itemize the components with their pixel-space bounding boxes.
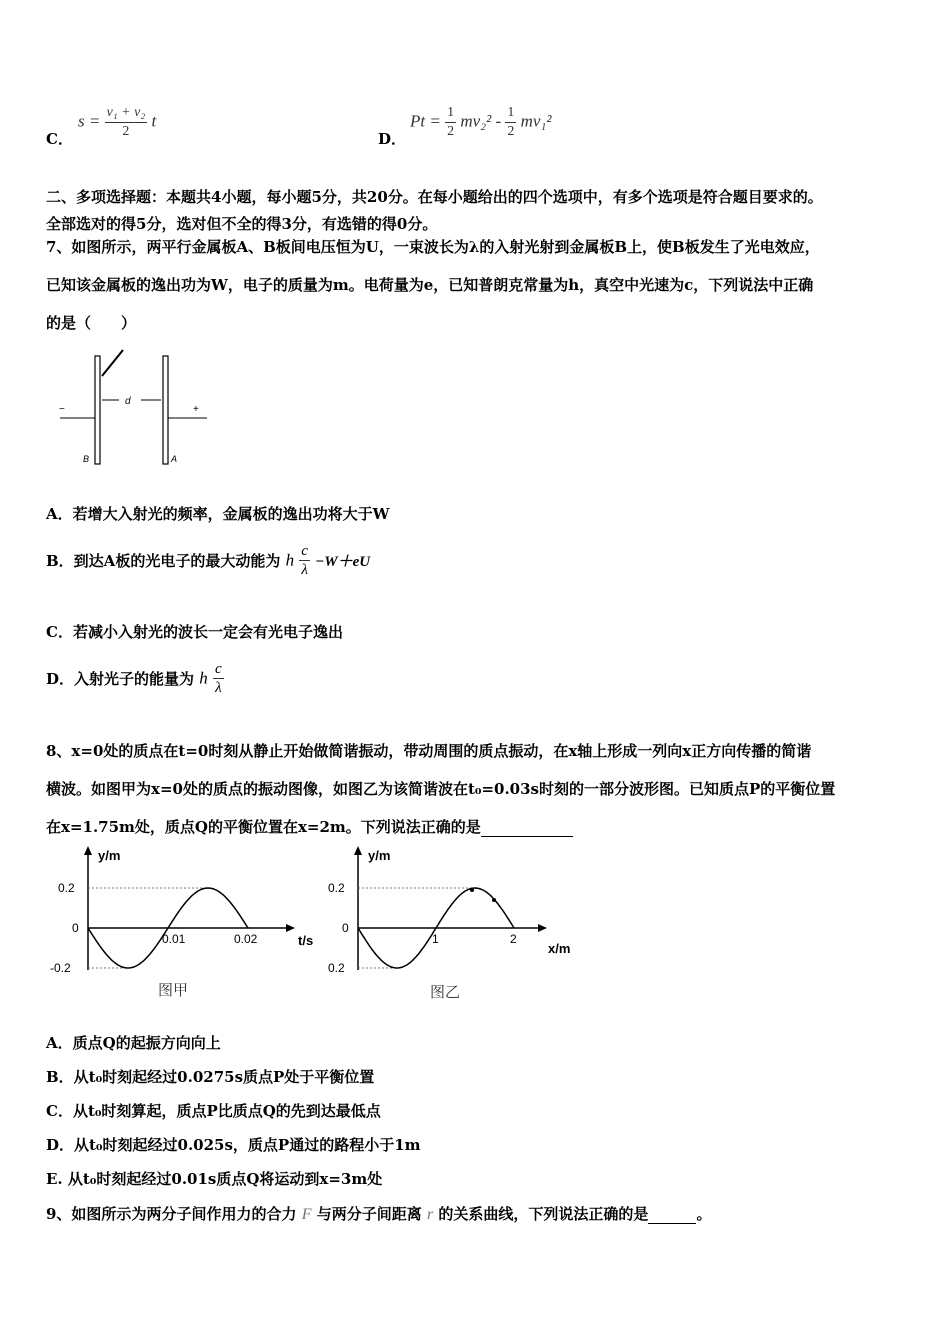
graph-yi-ytick-bottom: 0.2 xyxy=(328,961,345,975)
q8-answer-blank xyxy=(481,818,573,837)
graph-yi-x-arrow xyxy=(538,924,547,932)
q8-line2: 横波。如图甲为x=0处的质点的振动图像，如图乙为该简谐波在t₀=0.03s时刻的一部分波形图。已知质点P的平衡位置 xyxy=(46,780,836,798)
q7-option-d-den: λ xyxy=(215,680,222,696)
q8-option-e: E. 从t₀时刻起经过0.01s质点Q将运动到x=3m处 xyxy=(46,1170,383,1188)
q9-end: 。 xyxy=(696,1205,712,1223)
q7-line3: 的是（ ） xyxy=(46,314,137,332)
q8-option-c: C．从t₀时刻算起，质点P比质点Q的先到达最低点 xyxy=(46,1102,381,1120)
q8-line3-text: 在x=1.75m处，质点Q的平衡位置在x=2m。下列说法正确的是 xyxy=(46,818,481,836)
q9-line xyxy=(46,1203,711,1224)
option-d-lhs: Pt = xyxy=(410,111,441,131)
q7-option-b-num: c xyxy=(301,543,308,559)
graph-jia-y-arrow xyxy=(84,846,92,855)
plate-a xyxy=(163,356,168,464)
graph-yi-xlabel: x/m xyxy=(548,941,571,956)
q7-option-d-num: c xyxy=(214,661,222,677)
q9-suffix: 的关系曲线，下列说法正确的是 xyxy=(438,1205,649,1223)
gap-label-d: d xyxy=(125,396,131,407)
graph-yi-xtick-1: 1 xyxy=(432,932,439,946)
q8-option-d: D．从t₀时刻起经过0.025s，质点P通过的路程小于1m xyxy=(46,1136,421,1154)
q7-option-b-suffix: −W＋eU xyxy=(315,554,371,570)
section2-line2: 全部选对的得5分，选对但不全的得3分，有选错的得0分。 xyxy=(46,215,438,233)
q9-mid: 与两分子间距离 xyxy=(316,1205,422,1223)
option-c-formula xyxy=(78,104,156,141)
q8-option-a: A．质点Q的起振方向向上 xyxy=(46,1034,221,1052)
plate-a-label: A xyxy=(171,454,178,464)
option-c-den: 2 xyxy=(122,124,130,139)
graph-jia-caption: 图甲 xyxy=(158,982,189,999)
q8-option-b: B．从t₀时刻起经过0.0275s质点P处于平衡位置 xyxy=(46,1068,375,1086)
graph-yi-ylabel: y/m xyxy=(368,848,391,863)
graph-jia-x-arrow xyxy=(286,924,295,932)
q7-plates-figure xyxy=(55,348,215,473)
point-q-marker xyxy=(492,898,496,902)
option-d-term2: mv₁² xyxy=(520,111,552,131)
q9-r: r xyxy=(426,1206,434,1223)
q9-prefix: 9、如图所示为两分子间作用力的合力 xyxy=(46,1205,297,1223)
option-d-formula xyxy=(410,104,551,141)
option-c-fraction xyxy=(105,104,148,141)
q7-option-c: C．若减小入射光的波长一定会有光电子逸出 xyxy=(46,623,343,641)
q8-line1: 8、x=0处的质点在t=0时刻从静止开始做简谐振动，带动周围的质点振动，在x轴上形成一列向x正方向传播的简谐 xyxy=(46,742,812,760)
plate-a-plus: + xyxy=(193,404,199,415)
option-d-frac1 xyxy=(445,104,456,141)
q9-f: F xyxy=(301,1206,312,1223)
section2-line1: 二、多项选择题：本题共4小题，每小题5分，共20分。在每小题给出的四个选项中，有多个选项是符合题目要求的。 xyxy=(46,188,823,206)
graph-jia xyxy=(48,842,330,1004)
graph-jia-ytick-top: 0.2 xyxy=(58,881,75,895)
option-d-label: D． xyxy=(378,130,407,148)
q7-line1: 7、如图所示，两平行金属板A、B板间电压恒为U，一束波长为λ的入射光射到金属板B上，使B板发生了光电效应， xyxy=(46,238,820,256)
graph-yi xyxy=(318,842,600,1004)
option-c-num: v₁ + v₂ xyxy=(105,104,148,123)
option-c-tail: t xyxy=(151,111,157,131)
graph-yi-y-arrow xyxy=(354,846,362,855)
graph-jia-xtick-1: 0.01 xyxy=(162,932,186,946)
option-c-label: C． xyxy=(46,130,73,148)
q7-option-d-fraction xyxy=(213,660,224,697)
q7-option-d xyxy=(46,660,224,697)
option-d-f2-den: 2 xyxy=(507,124,515,139)
point-p-marker xyxy=(470,888,474,892)
q7-option-d-h: h xyxy=(199,668,208,688)
incident-light-ray xyxy=(102,350,123,376)
graph-jia-xtick-2: 0.02 xyxy=(234,932,258,946)
q7-option-b-h: h xyxy=(285,550,295,570)
plate-b-label: B xyxy=(83,454,90,464)
q7-option-b xyxy=(46,542,370,579)
q7-option-d-prefix: D．入射光子的能量为 xyxy=(46,670,195,688)
option-c-lhs: s = xyxy=(78,111,101,131)
graph-jia-ylabel: y/m xyxy=(98,848,121,863)
graph-jia-ytick-zero: 0 xyxy=(72,921,79,935)
q8-line3 xyxy=(46,816,573,837)
graph-yi-xtick-2: 2 xyxy=(510,932,517,946)
option-d-f2-num: 1 xyxy=(505,104,516,123)
q7-option-b-den: λ xyxy=(301,562,308,578)
q7-line2: 已知该金属板的逸出功为W，电子的质量为m。电荷量为e，已知普朗克常量为h，真空中光速为c，下列说法中正确 xyxy=(46,276,814,294)
option-d-f1-num: 1 xyxy=(445,104,456,123)
plate-b-minus: − xyxy=(59,404,65,415)
option-d-minus: - xyxy=(495,111,502,131)
option-d-frac2 xyxy=(505,104,516,141)
plate-b xyxy=(95,356,100,464)
option-d-f1-den: 2 xyxy=(447,124,455,139)
graph-yi-ytick-zero: 0 xyxy=(342,921,349,935)
graph-yi-caption: 图乙 xyxy=(430,984,461,1001)
q7-option-b-fraction xyxy=(299,542,310,579)
q9-answer-blank xyxy=(648,1205,696,1224)
graph-jia-xlabel: t/s xyxy=(298,933,314,948)
graph-yi-ytick-top: 0.2 xyxy=(328,881,345,895)
q7-option-a: A．若增大入射光的频率，金属板的逸出功将大于W xyxy=(46,505,390,523)
graph-jia-ytick-bottom: -0.2 xyxy=(50,961,71,975)
option-d-term1: mv₂² xyxy=(460,111,492,131)
q7-option-b-prefix: B．到达A板的光电子的最大动能为 xyxy=(46,552,281,570)
